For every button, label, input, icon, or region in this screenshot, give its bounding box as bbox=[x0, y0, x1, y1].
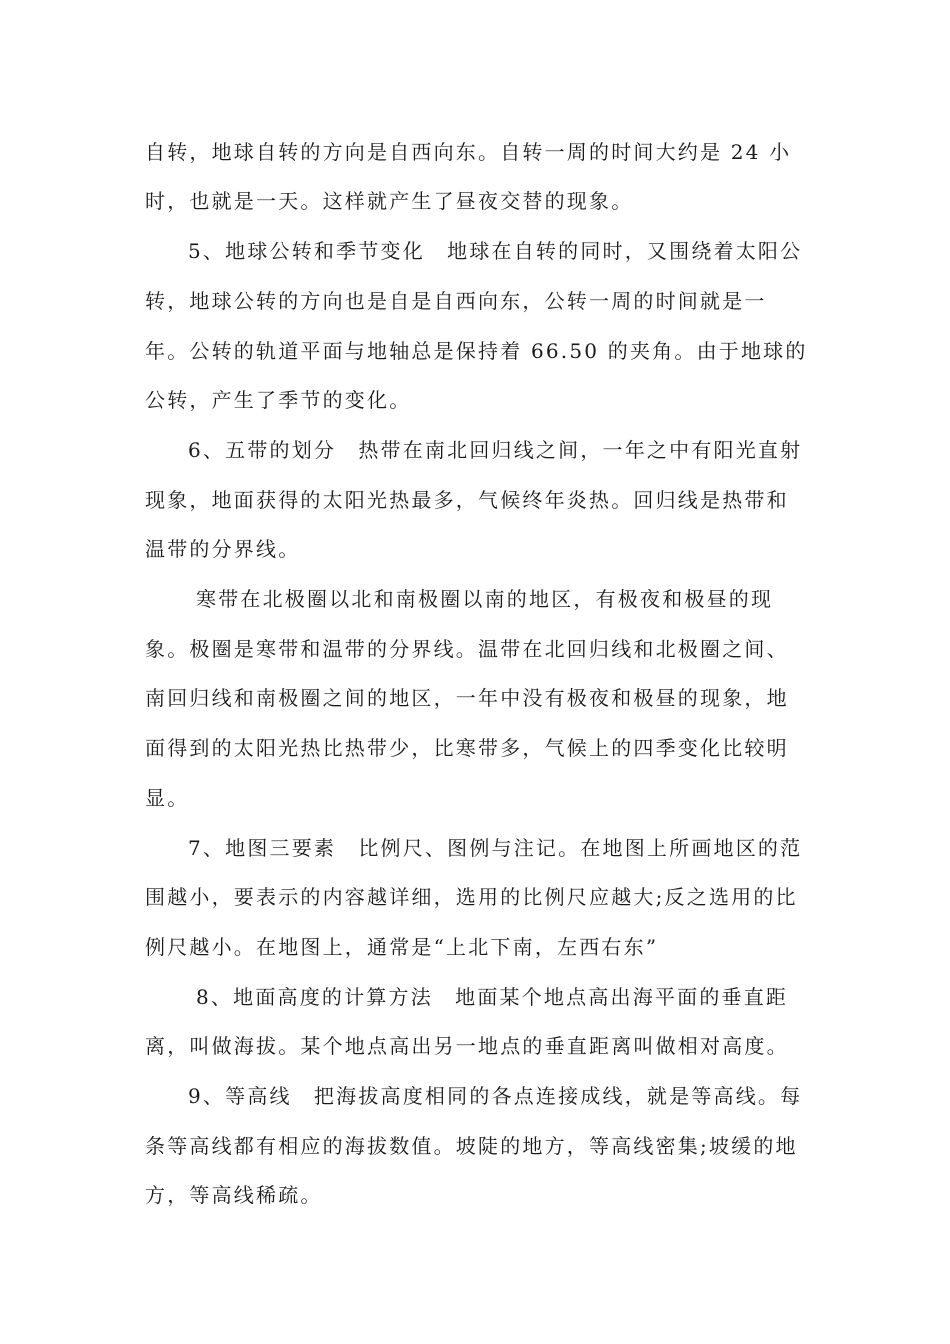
text-line: 象。极圈是寒带和温带的分界线。温带在北回归线和北极圈之间、 bbox=[145, 637, 789, 661]
text-line: 转，地球公转的方向也是自是自西向东，公转一周的时间就是一 bbox=[145, 289, 767, 313]
text-line: 温带的分界线。 bbox=[145, 537, 301, 561]
text-line: 例尺越小。在地图上，通常是“上北下南，左西右东” bbox=[145, 935, 659, 959]
text-line: 9、等高线 把海拔高度相同的各点连接成线，就是等高线。每 bbox=[188, 1084, 803, 1108]
text-line: 条等高线都有相应的海拔数值。坡陡的地方，等高线密集;坡缓的地 bbox=[145, 1134, 798, 1158]
text-line: 寒带在北极圈以北和南极圈以南的地区，有极夜和极昼的现 bbox=[196, 587, 774, 611]
text-line: 5、地球公转和季节变化 地球在自转的同时，又围绕着太阳公 bbox=[188, 239, 803, 263]
text-line: 离，叫做海拔。某个地点高出另一地点的垂直距离叫做相对高度。 bbox=[145, 1034, 789, 1058]
text-line: 时，也就是一天。这样就产生了昼夜交替的现象。 bbox=[145, 189, 634, 213]
text-line: 年。公转的轨道平面与地轴总是保持着 66.50 的夹角。由于地球的 bbox=[145, 339, 808, 363]
text-line: 8、地面高度的计算方法 地面某个地点高出海平面的垂直距 bbox=[196, 985, 789, 1009]
text-line: 公转，产生了季节的变化。 bbox=[145, 388, 412, 412]
text-line: 显。 bbox=[145, 786, 190, 810]
text-line: 自转，地球自转的方向是自西向东。自转一周的时间大约是 24 小 bbox=[145, 140, 792, 164]
text-line: 方，等高线稀疏。 bbox=[145, 1183, 323, 1207]
text-line: 7、地图三要素 比例尺、图例与注记。在地图上所画地区的范 bbox=[188, 836, 803, 860]
text-line: 现象，地面获得的太阳光热最多，气候终年炎热。回归线是热带和 bbox=[145, 488, 789, 512]
text-line: 6、五带的划分 热带在南北回归线之间，一年之中有阳光直射 bbox=[188, 438, 803, 462]
text-line: 围越小，要表示的内容越详细，选用的比例尺应越大;反之选用的比 bbox=[145, 885, 798, 909]
text-line: 面得到的太阳光热比热带少，比寒带多，气候上的四季变化比较明 bbox=[145, 736, 789, 760]
text-line: 南回归线和南极圈之间的地区，一年中没有极夜和极昼的现象，地 bbox=[145, 686, 789, 710]
